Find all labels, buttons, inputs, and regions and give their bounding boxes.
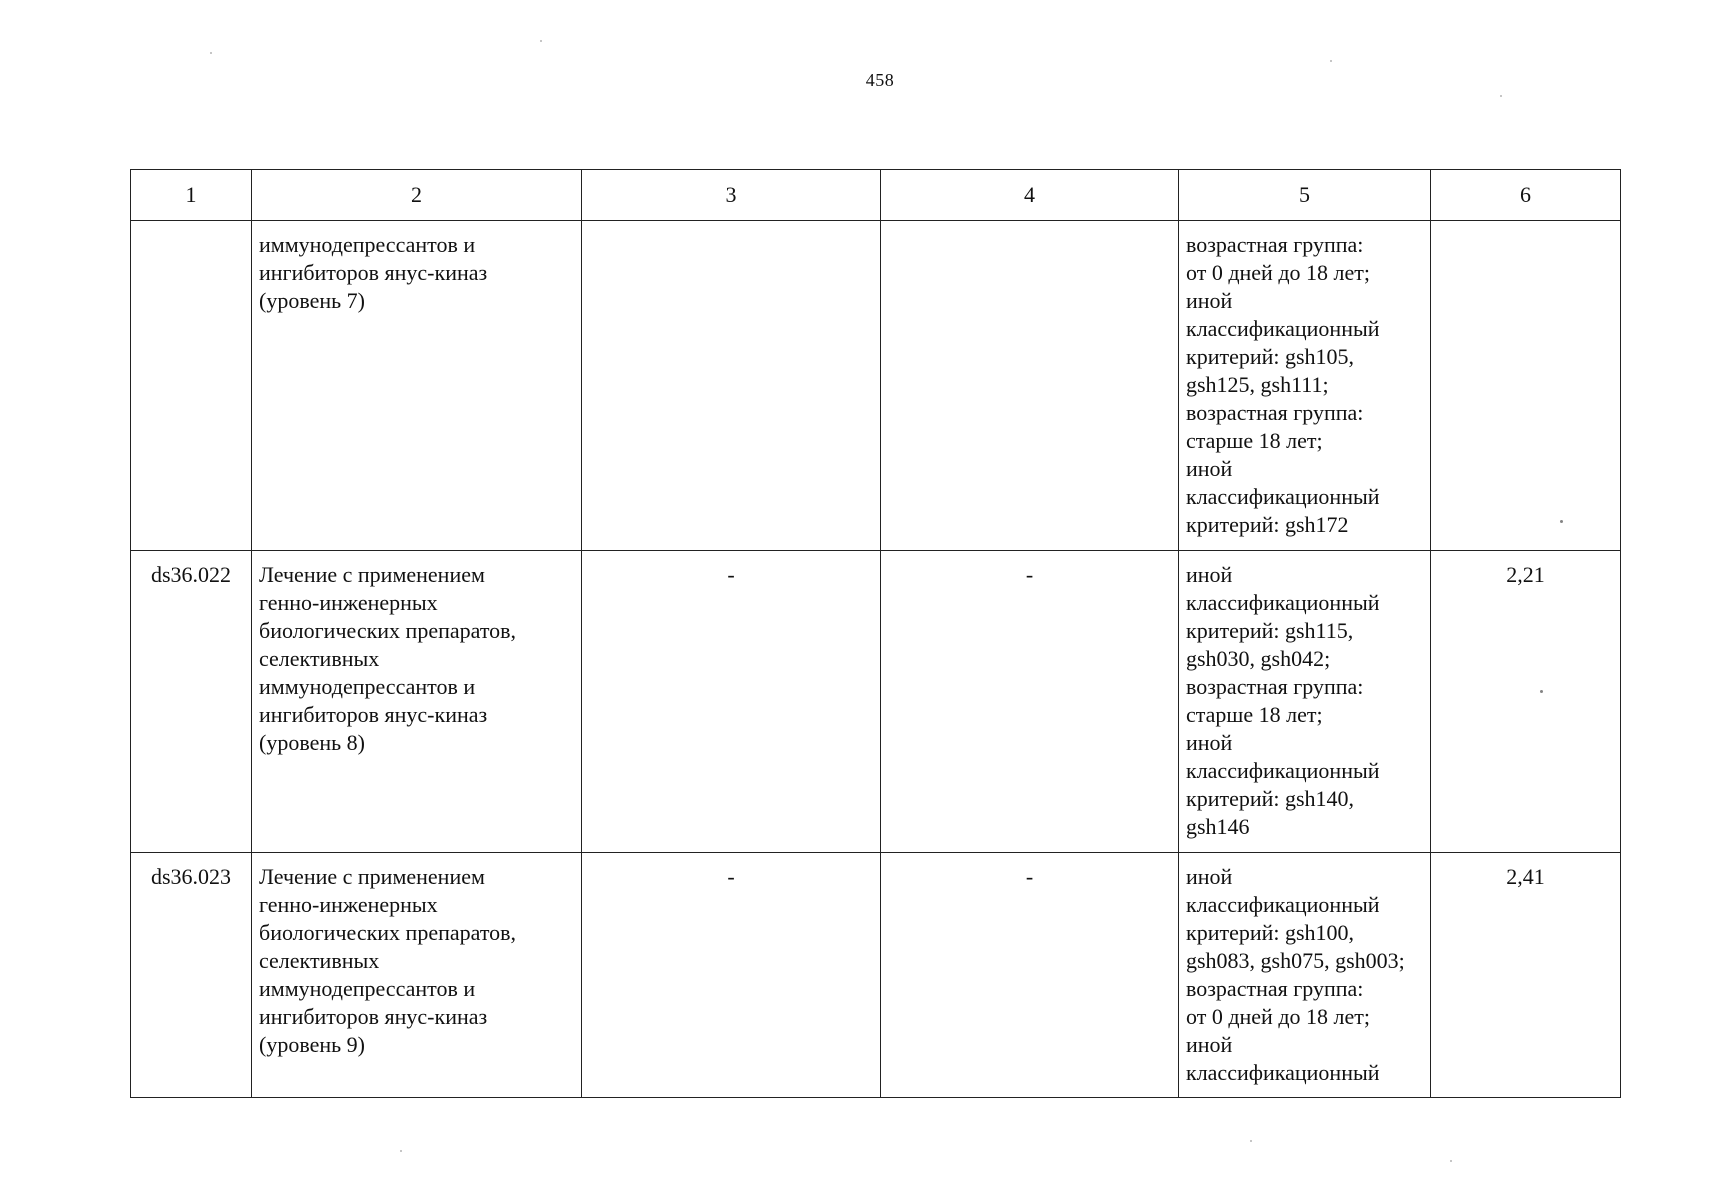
column-header-5: 5: [1179, 170, 1431, 221]
column-header-1: 1: [131, 170, 252, 221]
row-name: [252, 853, 582, 1098]
row-code: [131, 221, 252, 551]
row-name-text: Лечение с применением генно-инженерных биологических препаратов, селективных иммунодепрессантов и ингибиторов янус-киназ (уровень 8): [259, 562, 517, 755]
column-header-6: 6: [1431, 170, 1621, 221]
row-col3: -: [582, 853, 881, 1098]
table-row: [131, 551, 1621, 853]
scan-speck: [1330, 60, 1332, 62]
row-name-text: иммунодепрессантов и ингибиторов янус-киназ (уровень 7): [259, 232, 488, 313]
column-header-2: 2: [252, 170, 582, 221]
row-criteria-text: возрастная группа: от 0 дней до 18 лет; иной классификационный критерий: gsh105, gsh125, gsh111; возрастная группа: старше 18 лет; иной классификационный критерий: gsh172: [1186, 232, 1380, 537]
scan-speck: [540, 40, 542, 42]
header-row: [131, 170, 1621, 221]
row-col3: -: [582, 551, 881, 853]
row-col4: -: [881, 551, 1179, 853]
row-coefficient: 2,41: [1431, 853, 1621, 1098]
scan-speck: [210, 52, 212, 54]
scan-speck: [1250, 1140, 1252, 1142]
column-header-3: 3: [582, 170, 881, 221]
row-code: ds36.023: [131, 853, 252, 1098]
row-criteria: [1179, 221, 1431, 551]
classification-table: [130, 169, 1621, 1098]
table-row: [131, 853, 1621, 1098]
scan-speck: [1450, 1160, 1452, 1162]
row-code: ds36.022: [131, 551, 252, 853]
row-col3: [582, 221, 881, 551]
scan-speck: [1500, 95, 1502, 97]
row-criteria: [1179, 853, 1431, 1098]
row-coefficient: 2,21: [1431, 551, 1621, 853]
table-row: [131, 221, 1621, 551]
row-coefficient: [1431, 221, 1621, 551]
scan-speck: [400, 1150, 402, 1152]
row-criteria: [1179, 551, 1431, 853]
page-number: 458: [865, 70, 895, 90]
row-col4: [881, 221, 1179, 551]
column-header-4: 4: [881, 170, 1179, 221]
row-col4: -: [881, 853, 1179, 1098]
row-criteria-text: иной классификационный критерий: gsh115, gsh030, gsh042; возрастная группа: старше 18 лет; иной классификационный критерий: gsh140, gsh146: [1186, 562, 1380, 839]
row-name: [252, 551, 582, 853]
row-name-text: Лечение с применением генно-инженерных биологических препаратов, селективных иммунодепрессантов и ингибиторов янус-киназ (уровень 9): [259, 864, 517, 1057]
row-name: [252, 221, 582, 551]
row-criteria-text: иной классификационный критерий: gsh100, gsh083, gsh075, gsh003; возрастная группа: от 0 дней до 18 лет; иной классификационный: [1186, 864, 1405, 1085]
